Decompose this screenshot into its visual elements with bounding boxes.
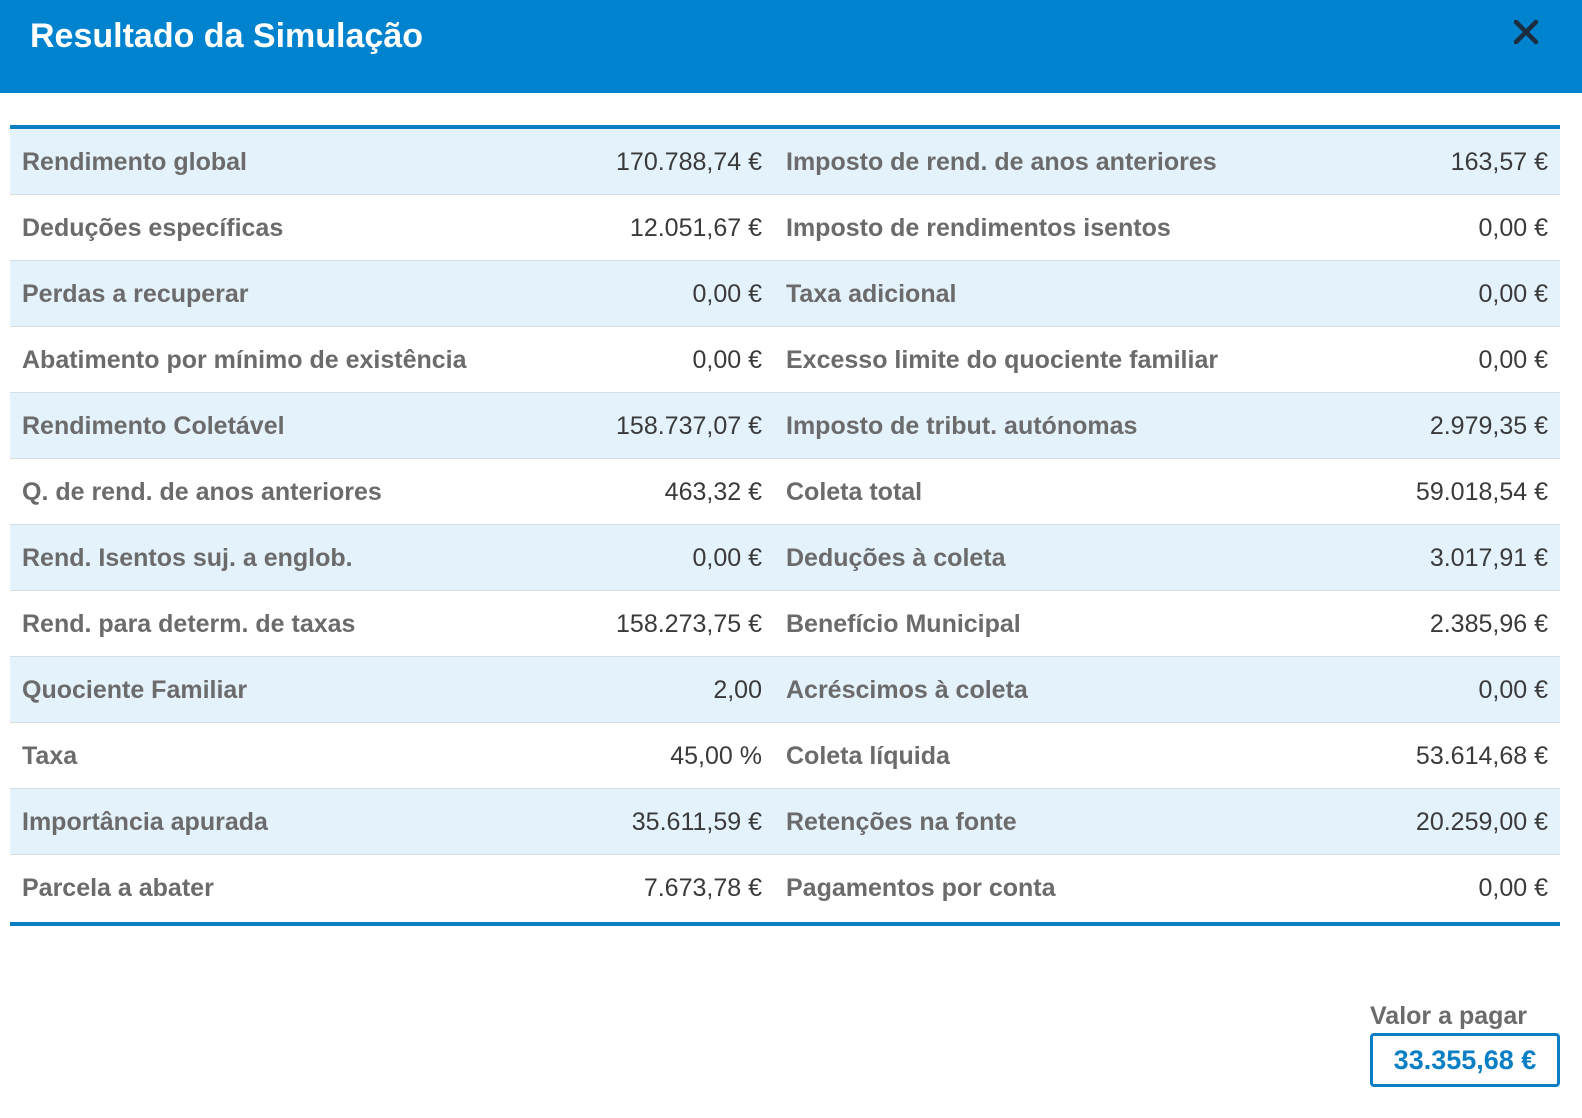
row-right-value: 0,00 € <box>1478 346 1548 374</box>
row-right-label: Pagamentos por conta <box>786 874 1056 902</box>
row-left-label: Rend. para determ. de taxas <box>22 610 356 638</box>
table-row <box>10 459 1560 525</box>
row-left-label: Parcela a abater <box>22 874 214 902</box>
row-left-label: Quociente Familiar <box>22 676 248 704</box>
row-left-label: Deduções específicas <box>22 214 284 242</box>
row-left-label: Rendimento Coletável <box>22 412 285 440</box>
row-right-label: Imposto de rend. de anos anteriores <box>786 148 1217 176</box>
table-row <box>10 525 1560 591</box>
row-left-label: Importância apurada <box>22 808 268 836</box>
table-row <box>10 129 1560 195</box>
row-left-value: 7.673,78 € <box>643 874 762 902</box>
table-row <box>10 327 1560 393</box>
row-left-value: 0,00 € <box>692 544 762 572</box>
row-right-value: 59.018,54 € <box>1415 478 1548 506</box>
row-right-value: 53.614,68 € <box>1415 742 1548 770</box>
dialog-title: Resultado da Simulação <box>30 17 423 55</box>
table-row <box>10 591 1560 657</box>
close-button[interactable] <box>1508 14 1544 50</box>
row-left-label: Abatimento por mínimo de existência <box>22 346 467 374</box>
dialog-header <box>0 0 1582 93</box>
table-row <box>10 261 1560 327</box>
row-right-label: Excesso limite do quociente familiar <box>786 346 1219 374</box>
row-right-label: Acréscimos à coleta <box>786 676 1028 704</box>
results-table <box>10 125 1560 926</box>
row-left-value: 35.611,59 € <box>631 808 762 836</box>
row-right-value: 0,00 € <box>1478 214 1548 242</box>
table-row <box>10 195 1560 261</box>
row-left-value: 170.788,74 € <box>616 148 762 176</box>
row-right-label: Imposto de rendimentos isentos <box>786 214 1171 242</box>
table-row <box>10 789 1560 855</box>
row-right-value: 0,00 € <box>1478 676 1548 704</box>
row-right-value: 2.979,35 € <box>1429 412 1548 440</box>
row-left-value: 0,00 € <box>692 346 762 374</box>
row-left-label: Rendimento global <box>22 148 247 176</box>
table-row <box>10 657 1560 723</box>
row-right-label: Taxa adicional <box>786 280 957 308</box>
row-right-value: 3.017,91 € <box>1429 544 1548 572</box>
row-right-value: 0,00 € <box>1478 280 1548 308</box>
row-left-value: 0,00 € <box>692 280 762 308</box>
close-icon <box>1508 14 1544 50</box>
table-row <box>10 855 1560 922</box>
row-left-value: 45,00 % <box>670 742 762 770</box>
total-value-box: 33.355,68 € <box>1370 1033 1560 1087</box>
row-right-value: 0,00 € <box>1478 874 1548 902</box>
row-left-label: Q. de rend. de anos anteriores <box>22 478 382 506</box>
row-left-value: 12.051,67 € <box>629 214 762 242</box>
row-right-label: Coleta total <box>786 478 923 506</box>
total-label: Valor a pagar <box>1370 1002 1528 1030</box>
row-right-label: Deduções à coleta <box>786 544 1006 572</box>
row-left-label: Perdas a recuperar <box>22 280 249 308</box>
row-left-value: 158.737,07 € <box>616 412 762 440</box>
row-left-value: 2,00 <box>713 676 762 704</box>
row-right-value: 20.259,00 € <box>1415 808 1548 836</box>
table-row <box>10 393 1560 459</box>
row-left-value: 158.273,75 € <box>616 610 762 638</box>
row-right-label: Retenções na fonte <box>786 808 1017 836</box>
row-right-value: 2.385,96 € <box>1429 610 1548 638</box>
row-left-label: Taxa <box>22 742 78 770</box>
row-right-label: Imposto de tribut. autónomas <box>786 412 1138 440</box>
table-row <box>10 723 1560 789</box>
row-left-label: Rend. Isentos suj. a englob. <box>22 544 353 572</box>
row-right-label: Coleta líquida <box>786 742 950 770</box>
row-left-value: 463,32 € <box>664 478 762 506</box>
row-right-label: Benefício Municipal <box>786 610 1021 638</box>
row-right-value: 163,57 € <box>1450 148 1548 176</box>
